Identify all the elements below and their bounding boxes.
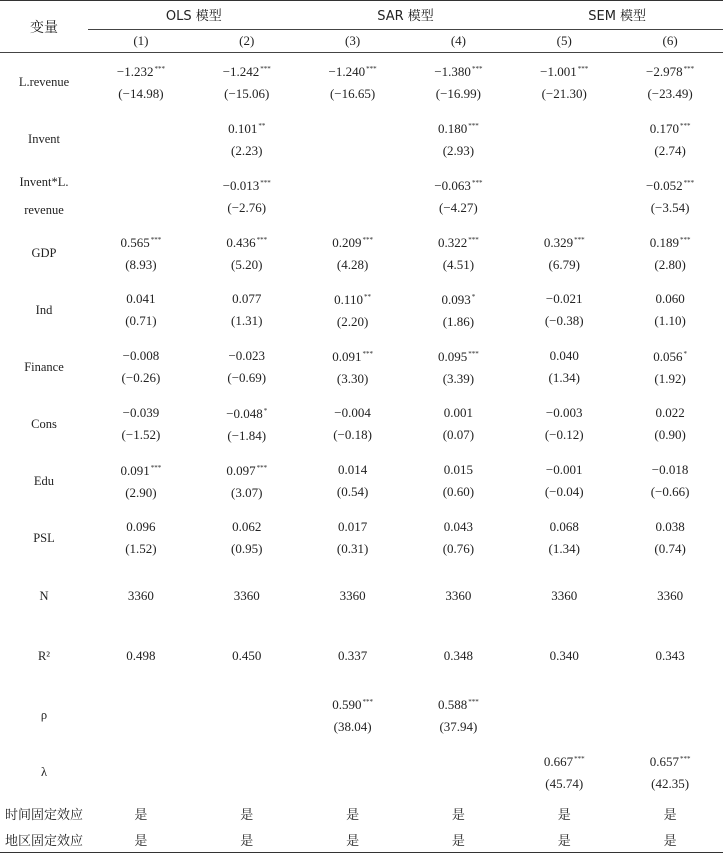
coefficient-value: 0.040 <box>549 347 579 363</box>
table-cell <box>405 395 511 452</box>
variable-name: R² <box>37 649 51 663</box>
variable-name <box>0 281 88 338</box>
group-header-sar: SAR 模型 <box>300 1 512 30</box>
table-cell <box>194 743 300 800</box>
table-cell <box>300 338 406 395</box>
t-statistic: (1.10) <box>654 312 686 328</box>
coefficient-value: 0.062 <box>232 518 262 534</box>
table-cell <box>300 281 406 338</box>
t-statistic: (2.23) <box>231 143 263 158</box>
variable-name <box>0 53 88 111</box>
t-statistic: (−23.49) <box>647 86 693 101</box>
t-statistic: (5.20) <box>231 257 263 272</box>
variable-name <box>0 395 88 452</box>
coefficient-value: 0.095*** <box>438 349 479 364</box>
table-cell <box>194 452 300 509</box>
variable-name-line: Invent*L. <box>19 174 69 189</box>
coefficient-value: −0.003 <box>545 404 583 420</box>
table-cell <box>511 743 617 800</box>
table-cell <box>194 224 300 281</box>
t-statistic: (3.39) <box>442 371 475 386</box>
variable-name: 时间固定效应 <box>4 807 83 823</box>
coefficient-value: 0.170*** <box>649 121 691 136</box>
table-cell: 3360 <box>339 588 366 603</box>
table-cell <box>88 281 194 338</box>
table-cell: 是 <box>451 807 465 823</box>
t-statistic: (45.74) <box>545 776 584 791</box>
t-statistic: (2.20) <box>336 314 369 329</box>
coefficient-value: −0.048* <box>226 406 268 421</box>
variable-name-line: L.revenue <box>18 74 70 89</box>
table-cell <box>300 395 406 452</box>
t-statistic: (−15.06) <box>224 86 270 101</box>
coefficient-value: 0.001 <box>443 404 474 420</box>
table-row <box>0 743 723 800</box>
coefficient-value: −2.978*** <box>646 64 695 79</box>
table-cell <box>88 338 194 395</box>
coefficient-value: 0.043 <box>443 518 474 534</box>
t-statistic: (−0.26) <box>121 369 161 385</box>
table-cell: 3360 <box>551 588 578 603</box>
variable-name-line: GDP <box>31 245 57 260</box>
table-cell: 0.340 <box>549 648 579 663</box>
variable-name <box>0 167 88 224</box>
variable-name: 地区固定效应 <box>0 826 88 853</box>
t-statistic: (−0.66) <box>650 483 690 499</box>
table-cell <box>511 452 617 509</box>
coefficient-value: 0.038 <box>655 518 685 534</box>
coefficient-value: 0.068 <box>549 518 579 534</box>
t-statistic: (2.74) <box>654 143 686 158</box>
t-statistic: (37.94) <box>439 719 478 734</box>
t-statistic: (−1.84) <box>227 428 267 443</box>
table-row <box>0 281 723 338</box>
table-cell <box>88 53 194 111</box>
t-statistic: (−0.69) <box>227 369 267 385</box>
table-cell: 3360 <box>445 588 472 603</box>
table-cell <box>617 224 723 281</box>
coefficient-value: 0.189*** <box>649 235 691 250</box>
t-statistic: (−1.52) <box>121 426 161 442</box>
table-row <box>0 338 723 395</box>
table-cell <box>511 110 617 167</box>
t-statistic: (4.28) <box>336 257 369 272</box>
variable-name: N <box>39 589 49 603</box>
table-cell <box>88 167 194 224</box>
column-header: (2) <box>194 30 300 53</box>
variable-name-line: Cons <box>31 416 57 431</box>
table-cell <box>511 224 617 281</box>
table-cell <box>194 110 300 167</box>
t-statistic: (0.31) <box>336 540 369 556</box>
coefficient-value: 0.056* <box>653 349 687 364</box>
table-row <box>0 626 723 686</box>
coefficient-value: 0.180*** <box>438 121 479 136</box>
table-cell <box>511 338 617 395</box>
table-cell <box>300 509 406 566</box>
column-header: (6) <box>617 30 723 53</box>
table-cell <box>405 686 511 743</box>
coefficient-value: 0.101** <box>228 121 266 136</box>
table-row <box>0 110 723 167</box>
table-cell <box>194 338 300 395</box>
table-cell: 是 <box>663 807 677 823</box>
coefficient-value: 0.209*** <box>332 235 373 250</box>
table-cell: 0.337 <box>337 648 368 663</box>
table-cell <box>300 167 406 224</box>
table-row <box>0 224 723 281</box>
table-cell <box>405 509 511 566</box>
t-statistic: (3.07) <box>231 485 263 500</box>
table-cell: 0.498 <box>126 648 156 663</box>
table-cell: 是 <box>557 807 571 823</box>
table-cell: 3360 <box>233 588 260 603</box>
coefficient-value: 0.588*** <box>438 697 479 712</box>
table-cell: 是 <box>405 826 511 853</box>
variable-name: λ <box>40 764 48 779</box>
t-statistic: (1.34) <box>548 540 580 556</box>
t-statistic: (1.52) <box>125 540 157 556</box>
table-row <box>0 509 723 566</box>
table-row <box>0 452 723 509</box>
table-cell <box>617 686 723 743</box>
table-cell <box>300 743 406 800</box>
coefficient-value: 0.667*** <box>543 754 585 769</box>
table-cell <box>617 167 723 224</box>
coefficient-value: 0.091*** <box>120 463 162 478</box>
coefficient-value: 0.014 <box>337 461 368 477</box>
table-row <box>0 686 723 743</box>
t-statistic: (−2.76) <box>227 200 267 215</box>
table-cell <box>405 743 511 800</box>
variable-name-line: Edu <box>33 473 55 488</box>
coefficient-value: 0.022 <box>655 404 685 420</box>
table-cell <box>617 452 723 509</box>
table-cell <box>405 281 511 338</box>
table-row <box>0 566 723 626</box>
table-cell <box>511 686 617 743</box>
coefficient-value: −0.021 <box>545 290 583 306</box>
table-row <box>0 826 723 853</box>
table-cell <box>300 53 406 111</box>
variable-name-line: revenue <box>24 202 64 217</box>
t-statistic: (3.30) <box>336 371 369 386</box>
t-statistic: (−4.27) <box>439 200 478 215</box>
table-cell <box>194 53 300 111</box>
table-cell: 是 <box>194 826 300 853</box>
variable-name-line: Invent <box>28 131 60 146</box>
coefficient-value: −1.232*** <box>116 64 165 79</box>
table-cell <box>300 686 406 743</box>
variable-name <box>0 452 88 509</box>
variable-name-line: Ind <box>35 302 53 317</box>
table-cell <box>617 743 723 800</box>
table-cell: 3360 <box>127 588 154 603</box>
t-statistic: (−16.99) <box>435 86 482 101</box>
t-statistic: (2.90) <box>125 485 157 500</box>
coefficient-value: 0.015 <box>443 461 474 477</box>
table-cell: 0.348 <box>443 648 474 663</box>
t-statistic: (1.31) <box>231 312 263 328</box>
coefficient-value: 0.093* <box>441 292 476 307</box>
table-cell <box>405 167 511 224</box>
coefficient-value: 0.077 <box>232 290 262 306</box>
table-cell <box>405 224 511 281</box>
variable-name: ρ <box>40 707 48 722</box>
t-statistic: (1.92) <box>654 371 686 386</box>
table-cell <box>511 53 617 111</box>
t-statistic: (8.93) <box>125 257 157 272</box>
coefficient-value: 0.091*** <box>332 349 373 364</box>
coefficient-value: 0.110** <box>334 292 371 307</box>
t-statistic: (38.04) <box>333 719 372 734</box>
t-statistic: (1.86) <box>442 314 475 329</box>
t-statistic: (0.76) <box>442 540 475 556</box>
coefficient-value: 0.017 <box>337 518 368 534</box>
t-statistic: (−3.54) <box>650 200 690 215</box>
variable-name <box>0 509 88 566</box>
t-statistic: (42.35) <box>651 776 690 791</box>
table-cell <box>617 53 723 111</box>
t-statistic: (−21.30) <box>541 86 587 101</box>
coefficient-value: 0.097*** <box>226 463 268 478</box>
table-cell <box>511 281 617 338</box>
table-cell <box>88 395 194 452</box>
table-cell <box>405 53 511 111</box>
coefficient-value: −0.052*** <box>646 178 695 193</box>
table-cell <box>194 686 300 743</box>
table-cell <box>405 338 511 395</box>
table-cell <box>617 395 723 452</box>
table-cell: 是 <box>511 826 617 853</box>
t-statistic: (−0.04) <box>544 483 584 499</box>
variable-header: 变量 <box>0 1 88 53</box>
coefficient-value: −1.001*** <box>540 64 589 79</box>
variable-name-line: Finance <box>24 359 64 374</box>
t-statistic: (0.74) <box>654 540 686 556</box>
table-cell: 是 <box>88 826 194 853</box>
t-statistic: (1.34) <box>548 369 580 385</box>
coefficient-value: −1.242*** <box>222 64 271 79</box>
variable-name <box>0 224 88 281</box>
table-cell <box>88 110 194 167</box>
table-cell <box>511 509 617 566</box>
table-cell: 0.343 <box>655 648 685 663</box>
column-header: (4) <box>405 30 511 53</box>
t-statistic: (0.07) <box>442 426 475 442</box>
variable-name <box>0 110 88 167</box>
coefficient-value: −0.063*** <box>434 178 483 193</box>
coefficient-value: −0.004 <box>334 404 371 420</box>
coefficient-value: 0.436*** <box>226 235 268 250</box>
table-cell <box>511 395 617 452</box>
table-cell <box>88 224 194 281</box>
column-header: (1) <box>88 30 194 53</box>
table-row <box>0 395 723 452</box>
table-cell <box>617 110 723 167</box>
table-cell <box>617 281 723 338</box>
coefficient-value: −0.001 <box>545 461 583 477</box>
coefficient-value: −0.023 <box>228 347 266 363</box>
table-cell <box>194 167 300 224</box>
coefficient-value: −0.018 <box>651 461 689 477</box>
table-cell: 3360 <box>657 588 684 603</box>
t-statistic: (2.93) <box>442 143 475 158</box>
coefficient-value: 0.590*** <box>332 697 373 712</box>
table-row <box>0 167 723 224</box>
coefficient-value: −0.008 <box>122 347 160 363</box>
table-cell <box>617 509 723 566</box>
table-cell <box>88 686 194 743</box>
table-cell: 是 <box>346 807 360 823</box>
t-statistic: (0.95) <box>231 540 263 556</box>
coefficient-value: −1.380*** <box>434 64 483 79</box>
coefficient-value: −0.039 <box>122 404 160 420</box>
t-statistic: (−0.18) <box>333 426 372 442</box>
table-cell <box>88 743 194 800</box>
table-cell <box>88 509 194 566</box>
coefficient-value: −0.013*** <box>222 178 271 193</box>
t-statistic: (−0.12) <box>544 426 584 442</box>
column-header: (3) <box>300 30 406 53</box>
group-header-ols: OLS 模型 <box>88 1 300 30</box>
coefficient-value: 0.041 <box>126 290 156 306</box>
coefficient-value: 0.322*** <box>438 235 479 250</box>
group-header-sem: SEM 模型 <box>511 1 723 30</box>
table-cell: 是 <box>240 807 254 823</box>
coefficient-value: 0.096 <box>126 518 156 534</box>
t-statistic: (0.90) <box>654 426 686 442</box>
column-header: (5) <box>511 30 617 53</box>
coefficient-value: 0.060 <box>655 290 685 306</box>
table-cell: 是 <box>617 826 723 853</box>
coefficient-value: −1.240*** <box>328 64 377 79</box>
table-cell <box>511 167 617 224</box>
t-statistic: (4.51) <box>442 257 475 272</box>
table-cell <box>617 338 723 395</box>
t-statistic: (0.54) <box>336 483 369 499</box>
t-statistic: (0.60) <box>442 483 475 499</box>
table-cell <box>300 452 406 509</box>
table-cell <box>194 281 300 338</box>
table-cell <box>88 452 194 509</box>
t-statistic: (−0.38) <box>544 312 584 328</box>
t-statistic: (2.80) <box>654 257 686 272</box>
variable-name <box>0 338 88 395</box>
coefficient-value: 0.657*** <box>649 754 691 769</box>
table-cell <box>194 509 300 566</box>
coefficient-value: 0.565*** <box>120 235 162 250</box>
t-statistic: (0.71) <box>125 312 157 328</box>
table-cell <box>300 110 406 167</box>
coefficient-value: 0.329*** <box>543 235 585 250</box>
table-cell: 0.450 <box>232 648 262 663</box>
table-cell <box>300 224 406 281</box>
variable-name-line: PSL <box>33 530 55 545</box>
t-statistic: (−16.65) <box>329 86 376 101</box>
t-statistic: (6.79) <box>548 257 580 272</box>
table-cell <box>405 110 511 167</box>
table-cell: 是 <box>134 807 148 823</box>
table-cell <box>405 452 511 509</box>
t-statistic: (−14.98) <box>118 86 164 101</box>
table-cell: 是 <box>300 826 406 853</box>
table-cell <box>194 395 300 452</box>
table-row <box>0 800 723 826</box>
table-row <box>0 53 723 111</box>
